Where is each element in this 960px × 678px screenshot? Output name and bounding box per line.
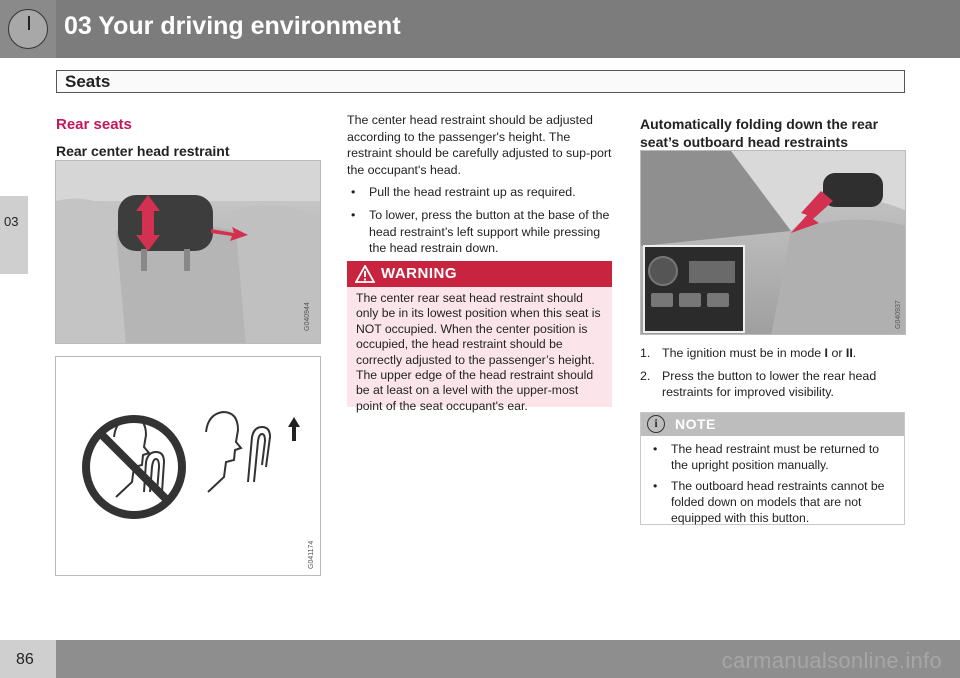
intro-paragraph: The center head restraint should be adjusted according to the passenger's height. The restraint should be carefully adjusted to sup-port the occupant's head.	[347, 113, 612, 177]
list-item: 1. The ignition must be in mode I or II.	[640, 346, 857, 360]
note-title: NOTE	[675, 416, 716, 432]
warning-box	[347, 261, 612, 413]
correct-incorrect-use-illustration	[56, 357, 322, 577]
watermark: carmanualsonline.info	[721, 648, 942, 673]
page-footer	[0, 640, 960, 678]
page-number: 86	[16, 651, 34, 668]
list-item: • To lower, press the button at the base of the head restraint’s left support while pressing the head restrain down.	[351, 207, 610, 256]
warning-triangle-icon	[355, 265, 375, 283]
chapter-title: 03 Your driving environment	[64, 12, 401, 40]
warning-title: WARNING	[381, 265, 457, 282]
list-item: 2. Press the button to lower the rear head restraints for improved visibility.	[640, 368, 877, 400]
steps-list	[640, 345, 905, 407]
note-box	[640, 412, 905, 525]
list-item: • The head restraint must be returned to the upright position manually.	[653, 442, 879, 472]
speedometer-icon	[0, 0, 56, 58]
chapter-number: 03	[4, 214, 19, 229]
warning-header	[347, 261, 612, 287]
list-item: • The outboard head restraints cannot be folded down on models that are not equipped with this button.	[653, 479, 885, 525]
image-code: G041174	[308, 540, 315, 569]
note-text	[641, 436, 904, 526]
center-restraint-text	[347, 112, 612, 263]
folding-head-restraint-photo	[640, 150, 906, 335]
head-restraint-illustration	[56, 161, 321, 344]
footer-page-tab	[0, 640, 56, 678]
chapter-header	[0, 0, 960, 58]
head-restraint-use-diagram	[55, 356, 321, 576]
chapter-side-tab	[0, 196, 28, 274]
note-header	[641, 413, 904, 436]
list-item: • Pull the head restraint up as required.	[351, 185, 576, 200]
image-code: G040937	[895, 300, 902, 329]
folding-head-restraint-illustration	[641, 151, 906, 335]
image-code: G040944	[304, 302, 311, 331]
rear-seats-heading: Rear seats	[56, 116, 132, 133]
section-bar	[56, 70, 905, 93]
rear-center-head-restraint-heading: Rear center head restraint	[56, 143, 230, 159]
info-icon: i	[647, 415, 665, 433]
warning-text: The center rear seat head restraint should only be in its lowest position when this seat is NOT occupied. When the center position is occupied, the head restraint should be correctly adjusted to the passenger’s height. The upper edge of the head restraint should be at least on a level with the upper-most point of the seat occupant's ear.	[356, 291, 601, 413]
section-title: Seats	[65, 72, 111, 91]
folding-head-restraints-heading: Automatically folding down the rear seat’s outboard head restraints	[640, 116, 879, 150]
head-restraint-photo	[55, 160, 321, 344]
